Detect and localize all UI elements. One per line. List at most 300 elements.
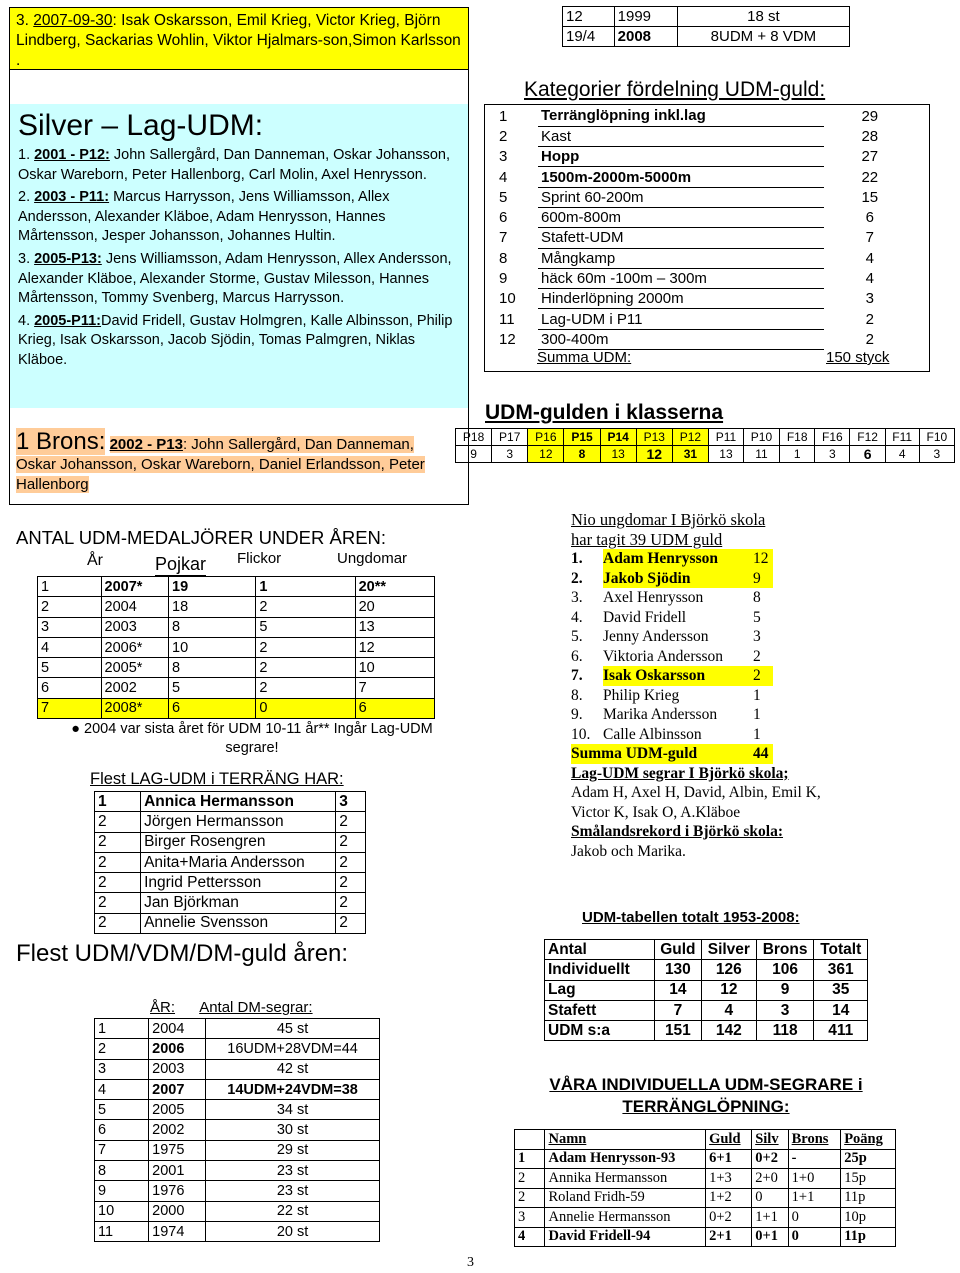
vara-cell: 6+1 xyxy=(706,1149,752,1169)
nio-num: 5. xyxy=(571,628,583,645)
table-row xyxy=(38,658,435,678)
klass-header-cell: F16 xyxy=(815,429,850,446)
antal-cell: 2006* xyxy=(101,637,168,657)
flest-cell: 34 st xyxy=(206,1100,380,1120)
vara-cell: 3 xyxy=(515,1208,545,1228)
nio-num: 3. xyxy=(571,589,583,606)
vara-cell: 1+3 xyxy=(706,1169,752,1189)
antal-cell: 20 xyxy=(355,597,434,617)
kat-cell: 5 xyxy=(499,188,508,206)
terrang-cell: 2 xyxy=(95,893,141,913)
flest-cell: 11 xyxy=(95,1221,149,1241)
list-item xyxy=(571,666,861,686)
nio-value: 12 xyxy=(753,549,773,569)
vara-cell: 1+0 xyxy=(788,1169,841,1189)
nio-name: Marika Andersson xyxy=(603,706,718,723)
brons-text: : John Sallergård, Dan Danneman, Oskar Johansson, Oskar Wareborn, Daniel Erlandsson, Peter Hallenborg xyxy=(16,436,425,493)
page-number: 3 xyxy=(467,1255,474,1270)
tabellen-table xyxy=(544,939,868,1041)
item3-date: 2007-09-30 xyxy=(33,12,113,29)
table-row xyxy=(95,1059,380,1079)
nio-value: 1 xyxy=(753,706,761,723)
list-item xyxy=(571,725,861,745)
silver-item-num: 2. xyxy=(18,189,31,206)
klass-value-cell: 1 xyxy=(780,446,815,463)
vara-cell: 25p xyxy=(841,1149,896,1169)
kat-cell-empty xyxy=(496,350,538,370)
brons-label: 2002 - P13 xyxy=(109,436,183,453)
silver-item xyxy=(18,312,460,371)
flest-cell: 2006 xyxy=(149,1039,206,1059)
nio-value: 1 xyxy=(753,686,761,704)
tab-cell: 126 xyxy=(701,960,756,980)
vara-cell: 10p xyxy=(841,1208,896,1228)
silver-item-text: John Sallergård, Dan Danneman, Oskar Johansson, Oskar Wareborn, Peter Hallenborg, Carl Molin, Axel Henrysson. xyxy=(18,147,451,183)
silver-item xyxy=(18,146,460,185)
klass-header-cell: P12 xyxy=(672,429,708,446)
flest-cell: 2007 xyxy=(149,1079,206,1099)
vara-cell: Roland Fridh-59 xyxy=(545,1188,706,1208)
kat-cell: 28 xyxy=(861,127,879,145)
flest-cell: 1976 xyxy=(149,1181,206,1201)
klass-header-cell: P17 xyxy=(492,429,528,446)
flest-cell: 29 st xyxy=(206,1140,380,1160)
item3-text: Isak Oskarsson, Emil Krieg, Victor Krieg, Björn Lindberg, Sackarias Wohlin, Viktor Hjalmars-son,Simon Karlsson . xyxy=(16,12,461,69)
antal-cell: 6 xyxy=(38,678,102,698)
antal-cell: 18 xyxy=(169,597,256,617)
terrang-cell: 2 xyxy=(95,832,141,852)
table-row xyxy=(95,1161,380,1181)
nio-num: 10. xyxy=(571,725,591,743)
flest-cell: 2002 xyxy=(149,1120,206,1140)
nio-list xyxy=(571,549,861,744)
table-row xyxy=(95,792,366,812)
vara-cell: 0+1 xyxy=(752,1227,788,1247)
top-cell: 2008 xyxy=(614,27,677,47)
top-table xyxy=(562,6,850,47)
table-row xyxy=(38,637,435,657)
table-row xyxy=(95,1120,380,1140)
klass-header-cell: F18 xyxy=(780,429,815,446)
kat-cell: Kast xyxy=(538,126,824,146)
antal-header-ar: År xyxy=(87,552,103,569)
klass-value-cell: 13 xyxy=(600,446,636,463)
antal-cell: 6 xyxy=(169,698,256,718)
klass-header-cell: P11 xyxy=(708,429,743,446)
table-row xyxy=(496,228,916,248)
silver-item-num: 1. xyxy=(18,147,31,163)
nio-value: 9 xyxy=(753,569,773,589)
table-row xyxy=(95,873,366,893)
flest-table xyxy=(94,1018,380,1242)
flest-cell: 2001 xyxy=(149,1161,206,1181)
nio-rek-title: Smålandsrekord i Björkö skola: xyxy=(571,823,784,840)
silver-item-label: 2001 - P12: xyxy=(34,147,110,163)
kat-cell: 8 xyxy=(499,249,508,267)
list-item xyxy=(571,569,861,589)
antal-cell: 1 xyxy=(38,577,102,597)
table-row xyxy=(95,893,366,913)
nio-num: 6. xyxy=(571,647,583,665)
tab-cell: 411 xyxy=(814,1021,868,1041)
tab-cell: 3 xyxy=(756,1000,814,1020)
terrang-cell: 3 xyxy=(336,792,366,812)
tab-cell: 35 xyxy=(814,980,868,1000)
klass-value-cell: 8 xyxy=(564,446,600,463)
klass-header-cell: F12 xyxy=(850,429,885,446)
vara-cell: David Fridell-94 xyxy=(545,1227,706,1247)
antal-cell: 8 xyxy=(169,617,256,637)
terrang-cell: Jan Björkman xyxy=(141,893,336,913)
silver-item-num: 4. xyxy=(18,312,31,329)
table-row xyxy=(456,429,955,446)
terrang-cell: 2 xyxy=(336,832,366,852)
flest-cell: 2003 xyxy=(149,1059,206,1079)
table-row xyxy=(38,678,435,698)
flest-cell: 1974 xyxy=(149,1221,206,1241)
list-item xyxy=(571,627,861,647)
flest-cell: 2004 xyxy=(149,1019,206,1039)
nio-lag-text: Adam H, Axel H, David, Albin, Emil K, Victor K, Isak O, A.Kläboe xyxy=(571,784,821,821)
tab-cell: 9 xyxy=(756,980,814,1000)
antal-cell: 8 xyxy=(169,658,256,678)
vara-cell: 0 xyxy=(788,1208,841,1228)
antal-cell: 3 xyxy=(38,617,102,637)
table-row xyxy=(95,852,366,872)
nio-value: 2 xyxy=(753,647,761,665)
silver-item-text: David Fridell, Gustav Holmgren, Kalle Albinsson, Philip Krieg, Isak Oskarsson, Jacob Sjödin, Tomas Palmgren, Niklas Kläboe. xyxy=(18,312,453,368)
kat-cell: 27 xyxy=(861,148,879,166)
antal-note-text: 2004 var sista året för UDM 10-11 år** Ingår Lag-UDM segrare! xyxy=(84,721,433,756)
flest-cell: 4 xyxy=(95,1079,149,1099)
table-row xyxy=(38,577,435,597)
top-cell: 12 xyxy=(563,7,615,27)
antal-cell: 2002 xyxy=(101,678,168,698)
table-row xyxy=(95,1140,380,1160)
antal-cell: 2 xyxy=(256,678,355,698)
antal-header xyxy=(37,548,435,576)
flest-cell: 1 xyxy=(95,1019,149,1039)
nio-name: Calle Albinsson xyxy=(603,725,702,743)
silver-item xyxy=(18,250,460,309)
klass-value-cell: 12 xyxy=(636,446,672,463)
kategorier-sum-value: 150 styck xyxy=(826,349,890,366)
antal-cell: 2003 xyxy=(101,617,168,637)
bullet-icon: ● xyxy=(71,721,85,737)
table-row xyxy=(515,1169,896,1189)
top-cell: 19/4 xyxy=(563,27,615,47)
flest-cell: 14UDM+24VDM=38 xyxy=(206,1079,380,1099)
table-row xyxy=(515,1227,896,1247)
kat-cell: 6 xyxy=(499,209,508,227)
silver-section xyxy=(10,104,468,408)
antal-cell: 5 xyxy=(169,678,256,698)
terrang-cell: Jörgen Hermansson xyxy=(141,812,336,832)
klass-header-cell: P13 xyxy=(636,429,672,446)
nio-section xyxy=(571,510,861,861)
vara-cell: 2 xyxy=(515,1188,545,1208)
table-row xyxy=(563,7,850,27)
antal-cell: 19 xyxy=(169,577,256,597)
flest-cell: 30 st xyxy=(206,1120,380,1140)
nio-num: 9. xyxy=(571,706,583,723)
table-row xyxy=(496,289,916,309)
terrang-cell: 2 xyxy=(95,852,141,872)
kat-cell: 29 xyxy=(861,107,879,125)
table-row xyxy=(38,698,435,718)
vara-cell: Adam Henrysson-93 xyxy=(545,1149,706,1169)
tab-cell: 14 xyxy=(654,980,701,1000)
tab-cell: 12 xyxy=(701,980,756,1000)
tab-cell: Lag xyxy=(545,980,655,1000)
klass-header-cell: F10 xyxy=(919,429,954,446)
antal-cell: 2005* xyxy=(101,658,168,678)
kat-cell: 15 xyxy=(861,188,879,206)
table-row xyxy=(545,1000,868,1020)
nio-num: 7. xyxy=(571,667,583,684)
antal-cell: 7 xyxy=(38,698,102,718)
nio-value: 3 xyxy=(753,628,761,645)
flest-cell: 2000 xyxy=(149,1201,206,1221)
flest-cell: 8 xyxy=(95,1161,149,1181)
flest-cell: 7 xyxy=(95,1140,149,1160)
flest-cell: 2 xyxy=(95,1039,149,1059)
list-item xyxy=(571,705,861,725)
kat-cell: 6 xyxy=(865,209,874,227)
table-row xyxy=(456,446,955,463)
kat-cell: Terränglöpning inkl.lag xyxy=(538,106,824,126)
table-row xyxy=(545,960,868,980)
table-row xyxy=(496,126,916,146)
table-row xyxy=(95,1201,380,1221)
table-row xyxy=(515,1188,896,1208)
list-item xyxy=(571,549,861,569)
vara-header-cell: Brons xyxy=(788,1130,841,1150)
klass-value-cell: 3 xyxy=(492,446,528,463)
vara-header-cell: Silv xyxy=(752,1130,788,1150)
vara-title xyxy=(518,1074,894,1118)
kat-cell: 2 xyxy=(499,127,508,145)
vara-cell: 2+0 xyxy=(752,1169,788,1189)
klasserna-table xyxy=(455,428,955,463)
antal-header-flickor: Flickor xyxy=(237,550,282,567)
table-row xyxy=(515,1149,896,1169)
table-row xyxy=(496,167,916,187)
table-row xyxy=(496,106,916,126)
table-row xyxy=(95,832,366,852)
flest-header-ar: ÅR: xyxy=(150,999,176,1016)
silver-title: Silver – Lag-UDM: xyxy=(18,109,264,142)
vara-header-cell: Guld xyxy=(706,1130,752,1150)
terrang-cell: 2 xyxy=(336,812,366,832)
vara-cell: Annelie Hermansson xyxy=(545,1208,706,1228)
kat-cell: 3 xyxy=(865,290,874,308)
nio-value: 1 xyxy=(753,725,761,743)
kat-cell: 300-400m xyxy=(538,329,824,349)
nio-sum xyxy=(571,744,861,764)
vara-cell: 11p xyxy=(841,1188,896,1208)
terrang-cell: 2 xyxy=(336,893,366,913)
antal-cell: 2007* xyxy=(101,577,168,597)
antal-header-ungdomar: Ungdomar xyxy=(337,550,408,567)
table-row xyxy=(38,597,435,617)
klass-value-cell: 6 xyxy=(850,446,885,463)
antal-cell: 4 xyxy=(38,637,102,657)
silver-item-num: 3. xyxy=(18,250,31,267)
klass-value-cell: 9 xyxy=(456,446,492,463)
kat-cell: 7 xyxy=(865,229,874,247)
nio-num: 2. xyxy=(571,569,583,587)
klass-value-cell: 3 xyxy=(919,446,954,463)
tab-cell: 106 xyxy=(756,960,814,980)
vara-header-cell: Namn xyxy=(545,1130,706,1150)
nio-name: Adam Henrysson xyxy=(603,549,753,569)
flest-cell: 6 xyxy=(95,1120,149,1140)
nio-name: Philip Krieg xyxy=(603,686,680,704)
table-row xyxy=(496,329,916,349)
table-row xyxy=(515,1208,896,1228)
tab-cell: 118 xyxy=(756,1021,814,1041)
kat-cell: 11 xyxy=(499,310,515,328)
silver-list xyxy=(18,146,460,371)
terrang-cell: Anita+Maria Andersson xyxy=(141,852,336,872)
table-row xyxy=(496,248,916,268)
kat-cell: 4 xyxy=(865,270,874,288)
vara-cell: - xyxy=(788,1149,841,1169)
kat-cell: 12 xyxy=(499,330,516,348)
kat-cell: Stafett-UDM xyxy=(538,228,824,248)
vara-cell: Annika Hermansson xyxy=(545,1169,706,1189)
tab-cell: 142 xyxy=(701,1021,756,1041)
tab-cell: 7 xyxy=(654,1000,701,1020)
item3-num: 3. xyxy=(16,12,29,29)
nio-sum-value: 44 xyxy=(753,744,773,764)
nio-name: Isak Oskarsson xyxy=(603,666,753,686)
kat-cell: 9 xyxy=(499,270,508,288)
list-item xyxy=(571,588,861,608)
table-row xyxy=(95,1221,380,1241)
vara-cell: 0 xyxy=(788,1227,841,1247)
kat-cell: 2 xyxy=(865,310,874,328)
kat-cell: 3 xyxy=(499,148,508,166)
klass-header-cell: P10 xyxy=(743,429,779,446)
tab-cell: 130 xyxy=(654,960,701,980)
kat-cell: 22 xyxy=(861,168,879,186)
terrang-cell: Ingrid Pettersson xyxy=(141,873,336,893)
vara-cell: 1 xyxy=(515,1149,545,1169)
vara-cell: 1+1 xyxy=(788,1188,841,1208)
flest-title: Flest UDM/VDM/DM-guld åren: xyxy=(16,940,349,967)
kat-cell: Hopp xyxy=(538,147,824,167)
vara-cell: 0+2 xyxy=(752,1149,788,1169)
table-row xyxy=(496,309,916,329)
antal-cell: 5 xyxy=(38,658,102,678)
list-item xyxy=(571,686,861,706)
vara-cell: 1+1 xyxy=(752,1208,788,1228)
list-item xyxy=(571,647,861,667)
antal-cell: 12 xyxy=(355,637,434,657)
nio-value: 2 xyxy=(753,666,773,686)
flest-cell: 45 st xyxy=(206,1019,380,1039)
table-row xyxy=(38,617,435,637)
klass-value-cell: 11 xyxy=(743,446,779,463)
flest-cell: 9 xyxy=(95,1181,149,1201)
antal-cell: 10 xyxy=(355,658,434,678)
flest-cell: 20 st xyxy=(206,1221,380,1241)
antal-cell: 13 xyxy=(355,617,434,637)
top-cell: 8UDM + 8 VDM xyxy=(677,27,849,47)
antal-header-pojkar: Pojkar xyxy=(155,554,207,574)
tab-cell: 151 xyxy=(654,1021,701,1041)
vara-title2: TERRÄNGLÖPNING: xyxy=(622,1097,790,1116)
kat-cell: 4 xyxy=(865,249,874,267)
kat-cell: 4 xyxy=(499,168,508,186)
nio-rek-text: Jakob och Marika. xyxy=(571,842,686,860)
tab-header-cell: Totalt xyxy=(814,940,868,960)
nio-num: 8. xyxy=(571,686,583,704)
terrang-cell: 2 xyxy=(95,812,141,832)
antal-table xyxy=(37,576,435,719)
nio-title1: Nio ungdomar I Björkö skola xyxy=(571,510,766,529)
klass-value-cell: 31 xyxy=(672,446,708,463)
kat-cell: Sprint 60-200m xyxy=(538,187,824,207)
flest-cell: 2005 xyxy=(149,1100,206,1120)
tabellen-title: UDM-tabellen totalt 1953-2008: xyxy=(582,909,800,926)
vara-cell: 2 xyxy=(515,1169,545,1189)
klass-value-cell: 3 xyxy=(815,446,850,463)
table-row xyxy=(95,812,366,832)
table-row xyxy=(95,1019,380,1039)
kat-cell: Mångkamp xyxy=(538,248,824,268)
table-row xyxy=(545,1021,868,1041)
table-row xyxy=(95,913,366,933)
tab-cell: 361 xyxy=(814,960,868,980)
flest-cell: 23 st xyxy=(206,1181,380,1201)
nio-num: 4. xyxy=(571,608,583,626)
nio-name: Viktoria Andersson xyxy=(603,647,724,665)
terrang-cell: 2 xyxy=(95,873,141,893)
table-row xyxy=(95,1079,380,1099)
brons-section xyxy=(16,428,434,495)
vara-cell: 2+1 xyxy=(706,1227,752,1247)
vara-cell: 1+2 xyxy=(706,1188,752,1208)
kategorier-title: Kategorier fördelning UDM-guld: xyxy=(524,78,826,101)
antal-cell: 1 xyxy=(256,577,355,597)
klass-header-cell: P16 xyxy=(528,429,564,446)
kat-cell: 1500m-2000m-5000m xyxy=(538,167,824,187)
flest-header xyxy=(150,999,313,1016)
kategorier-sum-label: Summa UDM: xyxy=(537,349,632,366)
table-row xyxy=(95,1181,380,1201)
flest-header-antal: Antal DM-segrar: xyxy=(199,999,313,1016)
antal-note xyxy=(52,720,452,758)
nio-lag-title: Lag-UDM segrar I Björkö skola; xyxy=(571,764,789,782)
vara-cell: 11p xyxy=(841,1227,896,1247)
kat-cell: 600m-800m xyxy=(538,207,824,227)
silver-item-label: 2005-P13: xyxy=(34,250,102,267)
terrang-table xyxy=(94,791,366,934)
silver-item-text: Marcus Harrysson, Jens Williamsson, Allex Andersson, Alexander Kläboe, Adam Henrysson, Hannes Mårtensson, Jesper Johansson, Johannes Hultin. xyxy=(18,189,390,245)
flest-cell: 22 st xyxy=(206,1201,380,1221)
kat-cell: 10 xyxy=(499,290,516,308)
vara-cell: 0 xyxy=(752,1188,788,1208)
terrang-title: Flest LAG-UDM i TERRÄNG HAR: xyxy=(90,770,344,788)
nio-name: Jakob Sjödin xyxy=(603,569,753,589)
antal-cell: 2 xyxy=(38,597,102,617)
antal-cell: 0 xyxy=(256,698,355,718)
table-row xyxy=(95,1100,380,1120)
tab-cell: 4 xyxy=(701,1000,756,1020)
